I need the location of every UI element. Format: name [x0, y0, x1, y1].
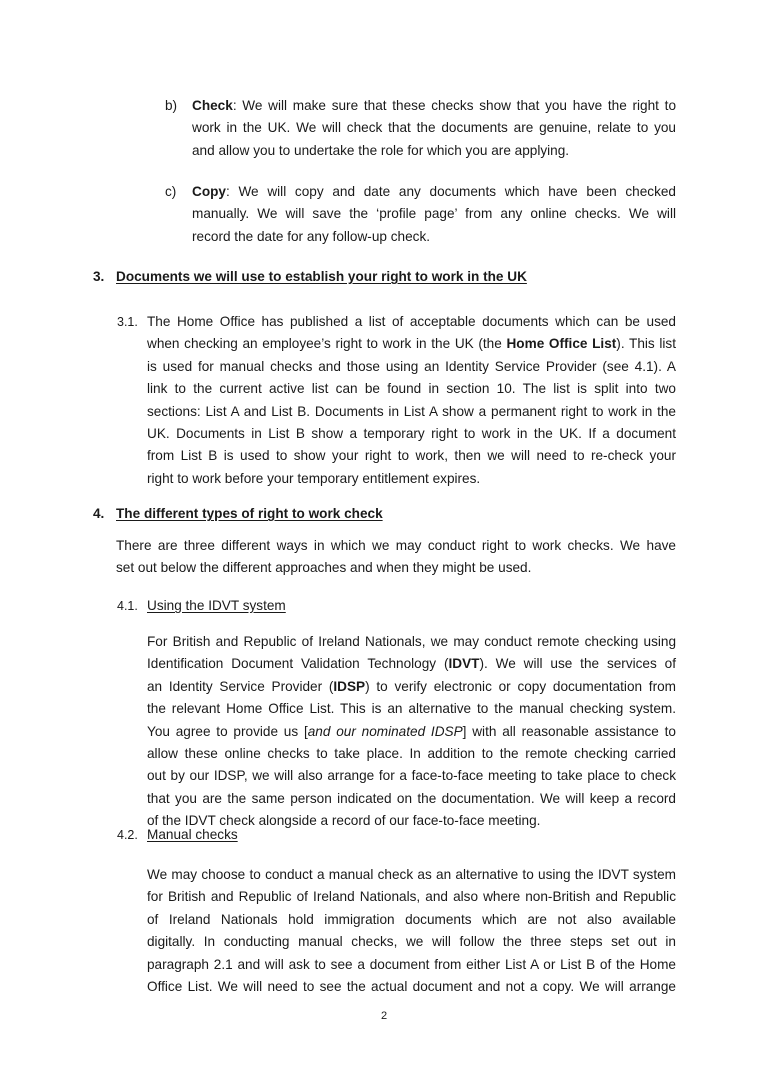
text-line: You agree to provide us [	[147, 723, 308, 739]
text-line: paragraph 2.1 and will ask to see a document from either List A or List B of the Home	[147, 956, 676, 972]
clause-4-2-title: Manual checks	[147, 827, 238, 842]
text-line: ). We will use the services of	[479, 656, 676, 672]
page-number: 2	[380, 1010, 388, 1022]
text-line: ) to verify electronic or copy documentation from	[365, 678, 676, 694]
text-line: ). This list	[616, 336, 676, 352]
text-line: that you are the same person indicated on the documentation. We will keep a record	[147, 790, 676, 806]
text-line: The Home Office has published a list of acceptable documents which can be used	[147, 314, 676, 329]
list-marker-b: b)	[165, 98, 178, 113]
text-line: an Identity Service Provider (	[147, 678, 334, 694]
defined-term-idvt: IDVT	[448, 656, 480, 672]
text-line: for British and Republic of Ireland Nationals, and also where non-British and Republic	[147, 889, 676, 905]
term-check: Check	[192, 98, 233, 113]
section-4-number: 4.	[93, 506, 105, 521]
text-line: out by our IDSP, we will also arrange for a face-to-face meeting to take place to check	[147, 768, 676, 784]
text-line: We may choose to conduct a manual check as an alternative to using the IDVT system	[147, 867, 676, 882]
text-line: when checking an employee’s right to work in the UK (the	[147, 336, 507, 352]
clause-4-2-body	[147, 864, 676, 998]
section-3-number: 3.	[93, 269, 105, 284]
text-line: of Ireland Nationals hold immigration documents which are not also available	[147, 911, 676, 927]
list-item-check	[192, 95, 676, 162]
text-line: There are three different ways in which we may conduct right to work checks. We have	[116, 538, 676, 553]
section-4-title: The different types of right to work check	[116, 506, 383, 521]
clause-3-1-number: 3.1.	[117, 315, 138, 329]
text-line: ] with all reasonable assistance to	[462, 723, 676, 739]
italic-bracketed-text: and our nominated IDSP	[307, 723, 463, 739]
term-copy: Copy	[192, 184, 226, 199]
text-line: sections: List A and List B. Documents in List A show a permanent right to work in the	[147, 403, 676, 419]
clause-4-2-number: 4.2.	[117, 828, 138, 842]
text-line: right to work before your temporary entitlement expires.	[147, 470, 481, 486]
defined-term-home-office-list: Home Office List	[506, 336, 617, 352]
defined-term-idsp: IDSP	[333, 678, 366, 694]
list-marker-c: c)	[165, 184, 177, 199]
text-line: from List B is used to show your right to work, then we will need to re-check your	[147, 448, 676, 464]
text-line: Office List. We will need to see the actual document and not a copy. We will arrange	[147, 979, 676, 995]
text-line: digitally. In conducting manual checks, we will follow the three steps set out in	[147, 934, 676, 950]
text-line: link to the current active list can be found in section 10. The list is split into two	[147, 381, 676, 397]
clause-4-1-title: Using the IDVT system	[147, 598, 286, 613]
text-line: and allow you to undertake the role for which you are applying.	[192, 142, 570, 158]
text-line: For British and Republic of Ireland Nationals, we may conduct remote checking using	[147, 634, 676, 649]
text-line: allow these online checks to take place. In addition to the remote checking carried	[147, 746, 676, 762]
text-line: Identification Document Validation Technology (	[147, 656, 449, 672]
text-line: UK. Documents in List B show a temporary right to work in the UK. If a document	[147, 426, 676, 442]
text-line: the relevant Home Office List. This is an alternative to the manual checking system.	[147, 701, 676, 717]
text-line: set out below the different approaches and when they might be used.	[116, 560, 532, 576]
section-4-intro	[116, 535, 676, 580]
text-line: manually. We will save the ‘profile page’ from any online checks. We will	[192, 206, 676, 222]
text-line: work in the UK. We will check that the documents are genuine, relate to you	[192, 120, 676, 136]
clause-3-1-body	[147, 311, 676, 490]
text-line: record the date for any follow-up check.	[192, 228, 431, 244]
text-line: is used for manual checks and those using an Identity Service Provider (see 4.1). A	[147, 358, 676, 374]
clause-4-1-number: 4.1.	[117, 599, 138, 613]
text-line: : We will copy and date any documents which have been checked	[225, 184, 676, 199]
clause-4-1-body	[147, 631, 676, 833]
list-item-copy	[192, 181, 676, 248]
section-3-title: Documents we will use to establish your right to work in the UK	[116, 269, 527, 284]
text-line: : We will make sure that these checks show that you have the right to	[232, 98, 676, 113]
text-line: of the IDVT check alongside a record of our face-to-face meeting.	[147, 813, 541, 829]
